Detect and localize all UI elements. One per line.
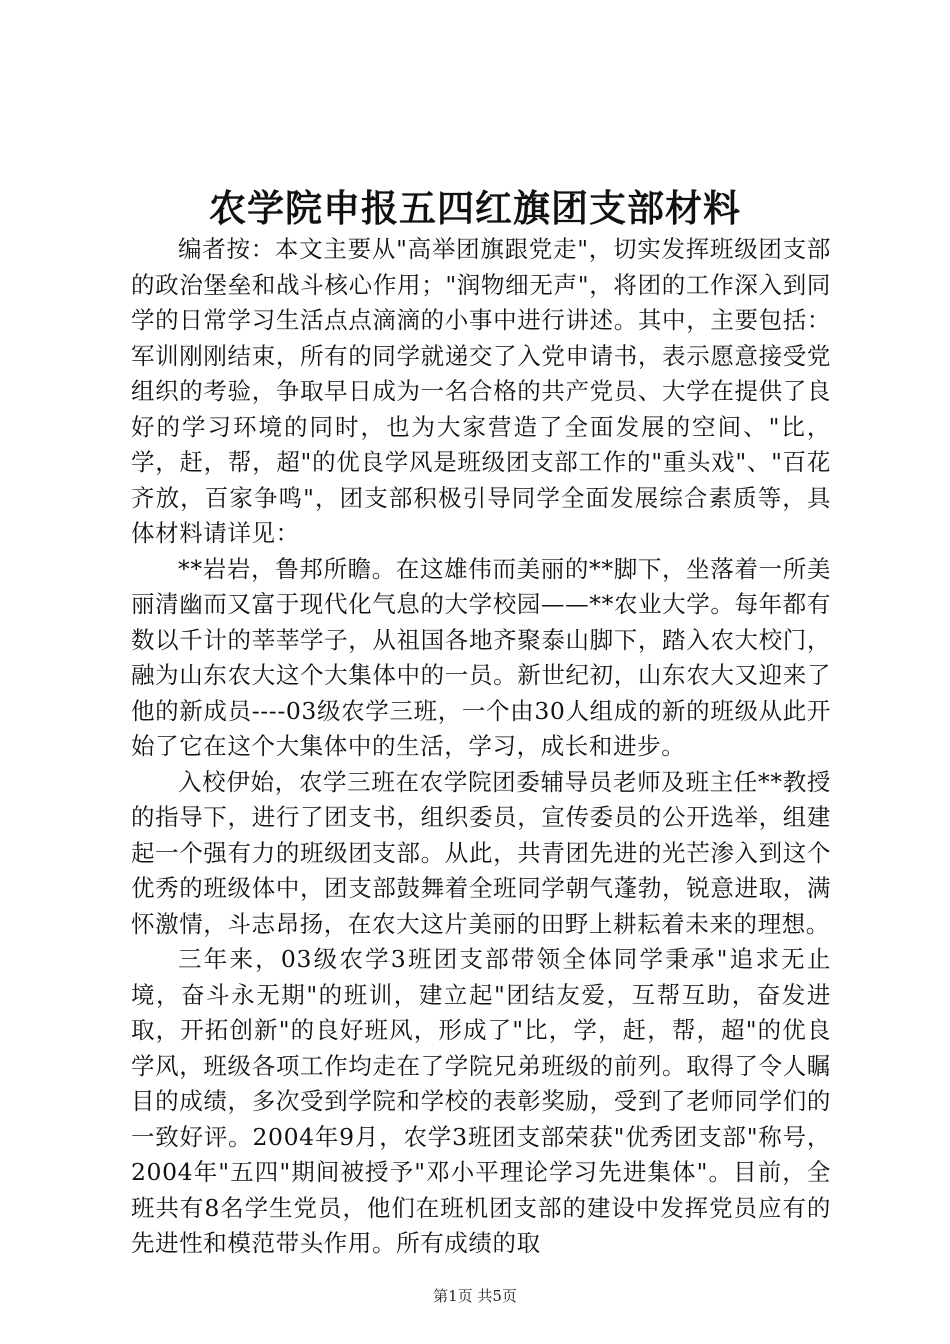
page-number-footer: 第1页 共5页 xyxy=(433,1287,517,1305)
document-body xyxy=(131,232,831,1262)
document-title: 农学院申报五四红旗团支部材料 xyxy=(209,186,741,230)
paragraph-intro: **岩岩，鲁邦所瞻。在这雄伟而美丽的**脚下，坐落着一所美丽清幽而又富于现代化气息的大学校园——**农业大学。每年都有数以千计的莘莘学子，从祖国各地齐聚泰山脚下，踏入农大校门，融为山东农大这个大集体中的一员。新世纪初，山东农大又迎来了他的新成员----03级农学三班，一个由30人组成的新的班级从此开始了它在这个大集体中的生活，学习，成长和进步。 xyxy=(131,554,831,760)
paragraph-founding: 入校伊始，农学三班在农学院团委辅导员老师及班主任**教授的指导下，进行了团支书，组织委员，宣传委员的公开选举，组建起一个强有力的班级团支部。从此，共青团先进的光芒渗入到这个优秀的班级体中，团支部鼓舞着全班同学朝气蓬勃，锐意进取，满怀激情，斗志昂扬，在农大这片美丽的田野上耕耘着未来的理想。 xyxy=(131,767,831,938)
paragraph-achievements: 三年来，03级农学3班团支部带领全体同学秉承"追求无止境，奋斗永无期"的班训，建立起"团结友爱，互帮互助，奋发进取，开拓创新"的良好班风，形成了"比，学，赶，帮，超"的优良学风，班级各项工作均走在了学院兄弟班级的前列。取得了令人瞩目的成绩，多次受到学院和学校的表彰奖励，受到了老师同学们的一致好评。2004年9月，农学3班团支部荣获"优秀团支部"称号，2004年"五四"期间被授予"邓小平理论学习先进集体"。目前，全班共有8名学生党员，他们在班机团支部的建设中发挥党员应有的先进性和模范带头作用。所有成绩的取 xyxy=(131,945,831,1257)
paragraph-editor-note: 编者按：本文主要从"高举团旗跟党走"，切实发挥班级团支部的政治堡垒和战斗核心作用；"润物细无声"，将团的工作深入到同学的日常学习生活点点滴滴的小事中进行讲述。其中，主要包括：军训刚刚结束，所有的同学就递交了入党申请书，表示愿意接受党组织的考验，争取早日成为一名合格的共产党员、大学在提供了良好的学习环境的同时，也为大家营造了全面发展的空间、"比，学，赶，帮，超"的优良学风是班级团支部工作的"重头戏"、"百花齐放，百家争鸣"，团支部积极引导同学全面发展综合素质等，具体材料请详见： xyxy=(131,235,831,547)
